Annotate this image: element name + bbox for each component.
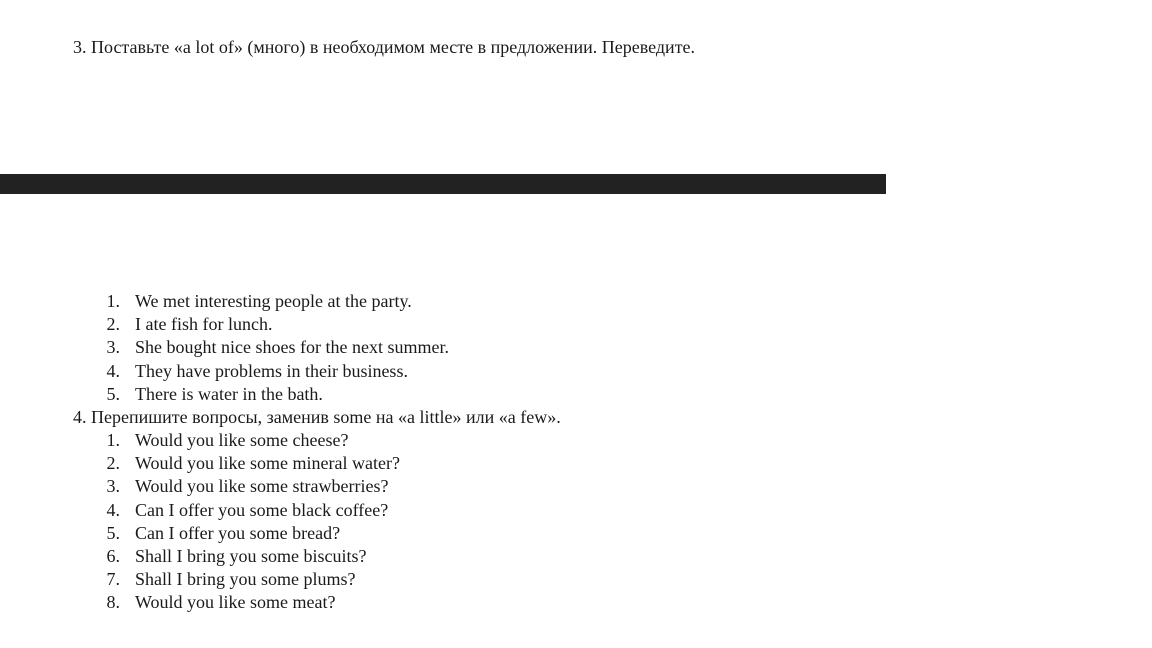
item-number: 5. [106, 522, 120, 543]
item-text: Would you like some strawberries? [135, 476, 389, 497]
item-text: There is water in the bath. [135, 383, 323, 404]
item-text: She bought nice shoes for the next summer. [135, 337, 449, 358]
item-text: Can I offer you some bread? [135, 522, 341, 543]
item-number: 1. [106, 430, 120, 450]
task-3-heading: 3. Поставьте «a lot of» (много) в необходимом месте в предложении. Переведите. [73, 37, 696, 57]
item-number: 3. [106, 476, 120, 497]
dark-divider-bar [0, 174, 886, 194]
item-text: Would you like some cheese? [135, 430, 349, 450]
item-text: Can I offer you some black coffee? [135, 499, 389, 520]
item-text: They have problems in their business. [135, 360, 408, 381]
item-number: 1. [106, 291, 120, 311]
item-number: 5. [106, 383, 120, 404]
task-4-heading: 4. Перепишите вопросы, заменив some на «a little» или «a few». [73, 407, 561, 427]
item-number: 4. [106, 360, 120, 381]
item-number: 4. [106, 499, 120, 520]
item-text: Would you like some mineral water? [135, 453, 400, 474]
item-number: 6. [106, 545, 120, 566]
item-text: I ate fish for lunch. [135, 314, 273, 335]
item-number: 8. [106, 592, 120, 613]
item-number: 7. [106, 569, 120, 590]
item-text: Would you like some meat? [135, 592, 336, 613]
item-number: 3. [106, 337, 120, 358]
cut-off-next-line [73, 616, 78, 623]
item-number: 2. [106, 453, 120, 474]
item-number: 2. [106, 314, 120, 335]
item-text: We met interesting people at the party. [135, 291, 412, 311]
item-text: Shall I bring you some biscuits? [135, 545, 367, 566]
item-text: Shall I bring you some plums? [135, 569, 356, 590]
